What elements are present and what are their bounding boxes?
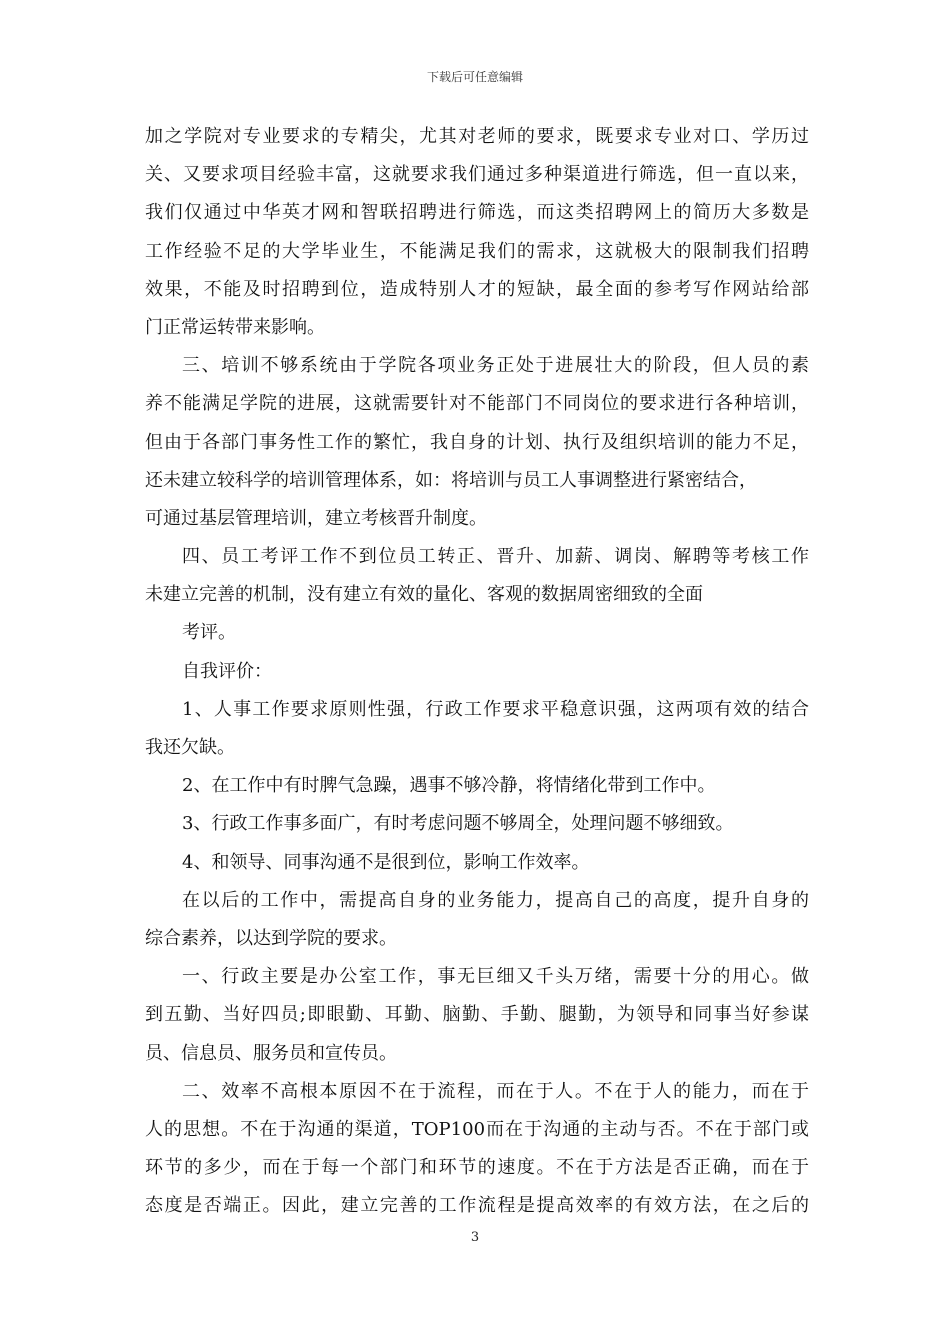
text-line: 关、又要求项目经验丰富，这就要求我们通过多种渠道进行筛选，但一直以来， [145,164,809,186]
text-line: 员、信息员、服务员和宣传员。 [145,1042,397,1064]
text-line: 四、员工考评工作不到位员工转正、晋升、加薪、调岗、解聘等考核工作 [182,546,809,568]
text-line: 但由于各部门事务性工作的繁忙，我自身的计划、执行及组织培训的能力不足， [145,431,809,453]
text-line: 养不能满足学院的进展，这就需要针对不能部门不同岗位的要求进行各种培训， [145,393,809,415]
text-line: 可通过基层管理培训，建立考核晋升制度。 [145,507,487,529]
text-line: 加之学院对专业要求的专精尖，尤其对老师的要求，既要求专业对口、学历过 [145,126,809,147]
page-header: 下载后可任意编辑 [426,70,523,84]
text-line: 我们仅通过中华英才网和智联招聘进行筛选，而这类招聘网上的简历大多数是 [145,202,809,224]
text-line: 综合素养，以达到学院的要求。 [145,927,397,949]
text-line: 自我评价： [182,660,272,682]
text-line: 二、效率不高根本原因不在于流程，而在于人。不在于人的能力，而在于 [182,1080,809,1102]
text-line: 态度是否端正。因此，建立完善的工作流程是提高效率的有效方法，在之后的 [145,1195,809,1217]
text-line: 效果，不能及时招聘到位，造成特别人才的短缺，最全面的参考写作网站给部 [145,278,809,300]
text-line: 三、培训不够系统由于学院各项业务正处于进展壮大的阶段，但人员的素 [182,355,809,377]
text-line: 工作经验不足的大学毕业生，不能满足我们的需求，这就极大的限制我们招聘 [145,240,809,262]
text-line: 我还欠缺。 [145,737,235,758]
text-line: 未建立完善的机制，没有建立有效的量化、客观的数据周密细致的全面 [145,584,703,606]
text-line: 一、行政主要是办公室工作，事无巨细又千头万绪，需要十分的用心。做 [182,966,809,988]
text-line: 在以后的工作中，需提高自身的业务能力，提高自己的高度，提升自身的 [182,889,809,911]
text-line: 环节的多少，而在于每一个部门和环节的速度。不在于方法是否正确，而在于 [145,1157,809,1179]
text-line: 2、在工作中有时脾气急躁，遇事不够冷静，将情绪化带到工作中。 [182,775,716,797]
text-line: 人的思想。不在于沟通的渠道，TOP100而在于沟通的主动与否。不在于部门或 [145,1118,809,1140]
document-body [145,118,809,1225]
page-number: 3 [470,1230,480,1245]
text-line: 4、和领导、同事沟通不是很到位，影响工作效率。 [182,851,590,873]
text-line: 1、人事工作要求原则性强，行政工作要求平稳意识强，这两项有效的结合 [182,698,809,720]
text-line: 3、行政工作事多面广，有时考虑问题不够周全，处理问题不够细致。 [182,813,734,835]
text-line: 还未建立较科学的培训管理体系，如：将培训与员工人事调整进行紧密结合， [145,469,757,491]
text-line: 到五勤、当好四员;即眼勤、耳勤、脑勤、手勤、腿勤，为领导和同事当好参谋 [145,1004,809,1026]
text-line: 门正常运转带来影响。 [145,316,325,338]
text-line: 考评。 [182,622,236,644]
